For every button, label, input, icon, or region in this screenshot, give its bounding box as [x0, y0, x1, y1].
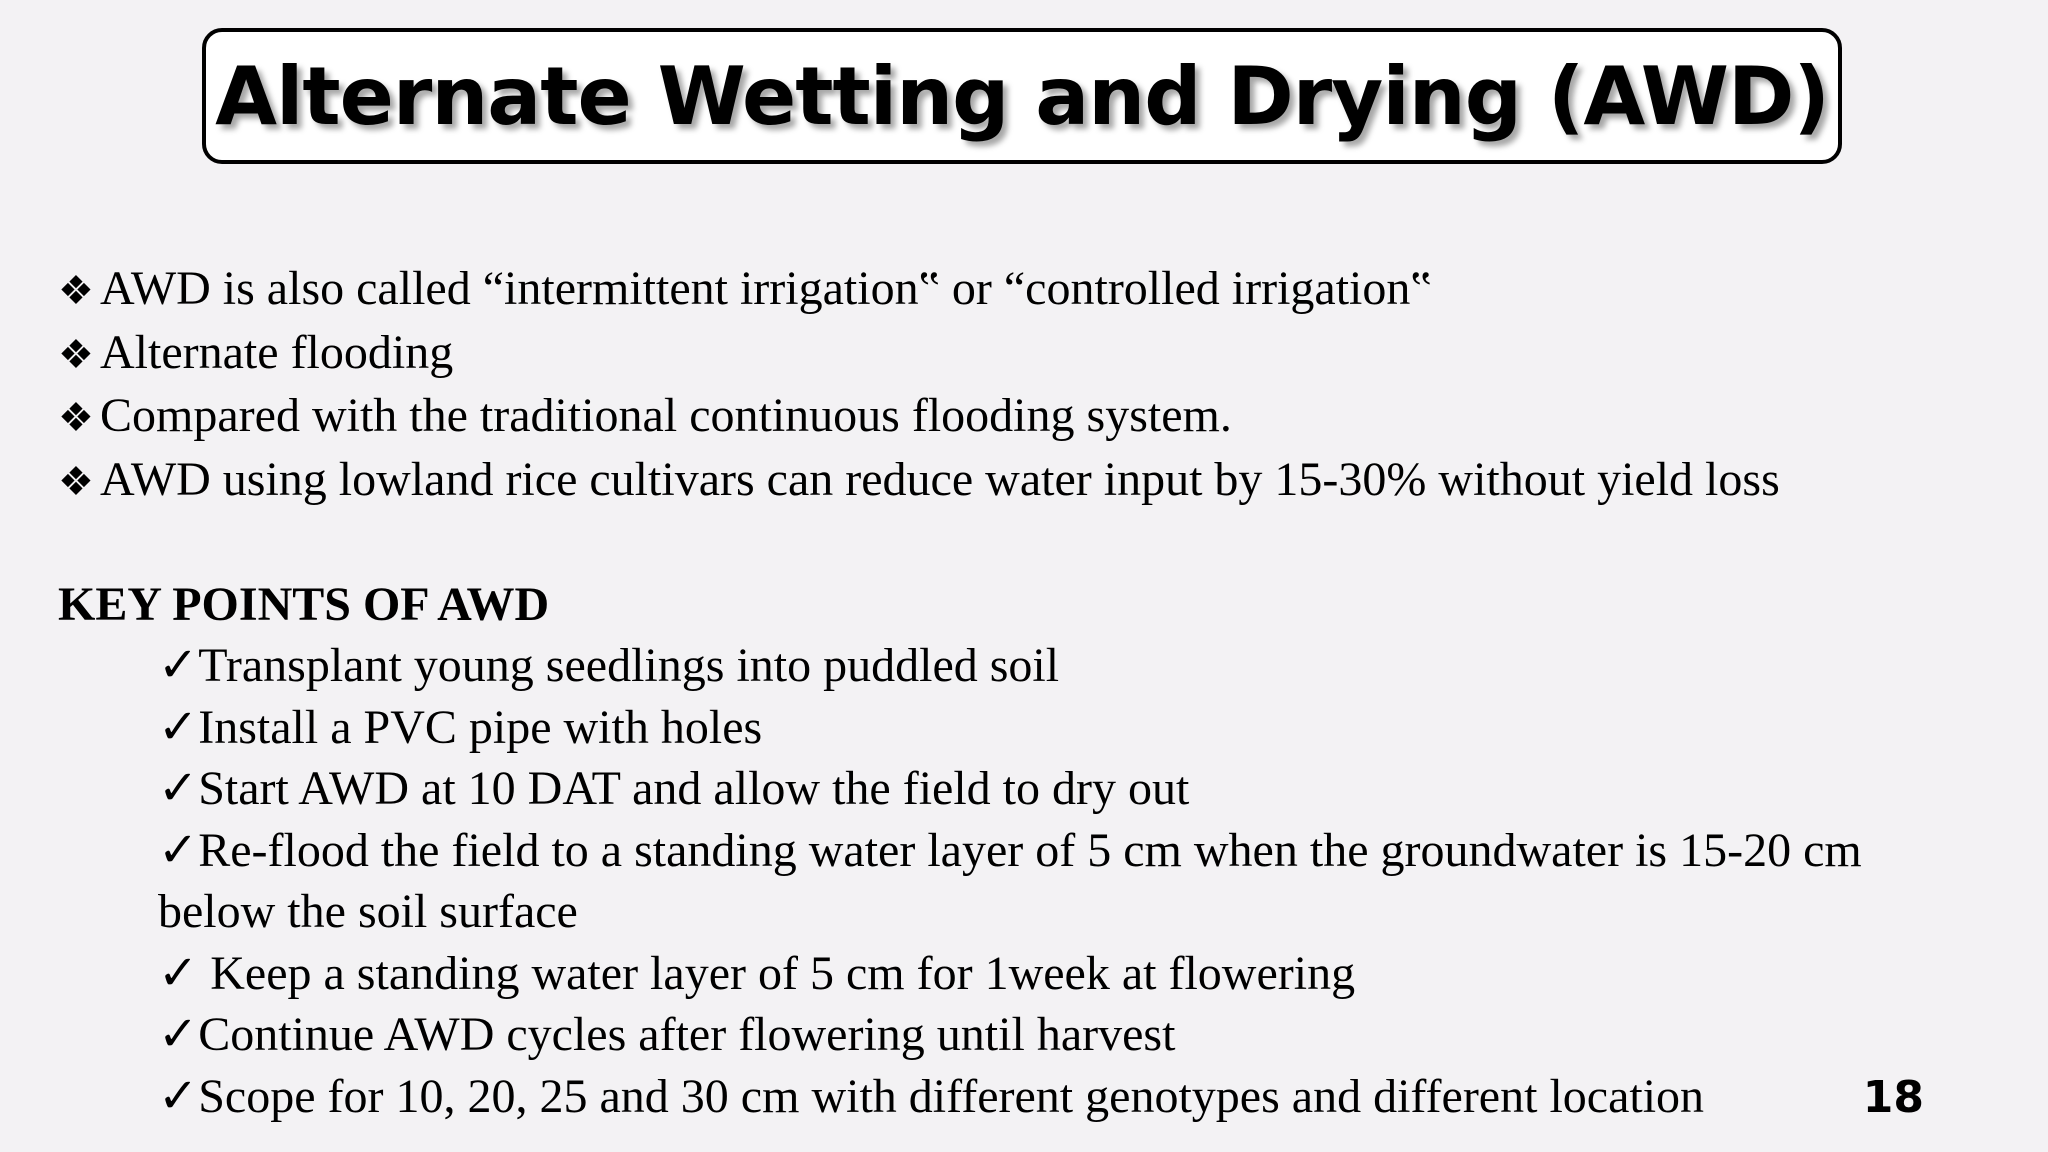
- bullet-text: AWD using lowland rice cultivars can reduce water input by 15-30% without yield loss: [100, 452, 1780, 506]
- check-icon: ✓: [158, 1069, 199, 1123]
- diamond-bullet-icon: ❖: [58, 458, 94, 504]
- bullet-text: Alternate flooding: [100, 325, 454, 379]
- key-point-text: Start AWD at 10 DAT and allow the field to dry out: [198, 762, 1190, 815]
- bullet-text: Compared with the traditional continuous flooding system.: [100, 389, 1232, 442]
- check-icon: ✓: [158, 823, 199, 877]
- key-point-item: [158, 943, 2018, 1005]
- bullet-text: AWD is also called “intermittent irrigation‟ or “controlled irrigation‟: [100, 262, 1432, 315]
- check-icon: ✓: [158, 700, 199, 754]
- key-point-text: Transplant young seedlings into puddled soil: [198, 639, 1060, 692]
- key-points-heading: KEY POINTS OF AWD: [58, 577, 550, 631]
- slide-number: 18: [1862, 1072, 1924, 1123]
- key-point-item: [158, 1004, 2018, 1066]
- title-box: [202, 28, 1842, 164]
- spacer: [58, 512, 2018, 574]
- diamond-bullet-icon: ❖: [58, 331, 94, 377]
- slide-content: [58, 258, 2018, 1127]
- slide-title: Alternate Wetting and Drying (AWD): [215, 49, 1829, 143]
- key-point-item: [158, 697, 2018, 759]
- key-point-item: [158, 820, 2018, 882]
- key-point-text: Re-flood the field to a standing water layer of 5 cm when the groundwater is 15-20 cm: [198, 823, 1862, 877]
- bullet-item: [58, 258, 2018, 322]
- bullet-item: [58, 322, 2018, 386]
- key-points-list: [58, 635, 2018, 1127]
- key-point-continuation: below the soil surface: [158, 885, 578, 938]
- key-point-text: Scope for 10, 20, 25 and 30 cm with different genotypes and different location: [198, 1069, 1705, 1123]
- bullet-item: [58, 449, 2018, 513]
- key-point-text: Continue AWD cycles after flowering until harvest: [198, 1008, 1176, 1061]
- bullet-item: [58, 385, 2018, 449]
- diamond-bullet-icon: ❖: [58, 395, 94, 440]
- key-point-text: Install a PVC pipe with holes: [198, 700, 763, 754]
- check-icon: ✓: [158, 1008, 199, 1061]
- check-icon: ✓: [158, 762, 199, 815]
- key-point-item: [158, 758, 2018, 820]
- key-point-item: [158, 1066, 2018, 1128]
- diamond-bullet-icon: ❖: [58, 268, 94, 313]
- key-point-text: Keep a standing water layer of 5 cm for 1week at flowering: [198, 946, 1356, 1000]
- check-icon: ✓: [158, 639, 199, 692]
- check-icon: ✓: [158, 946, 199, 1000]
- key-point-item: [158, 635, 2018, 697]
